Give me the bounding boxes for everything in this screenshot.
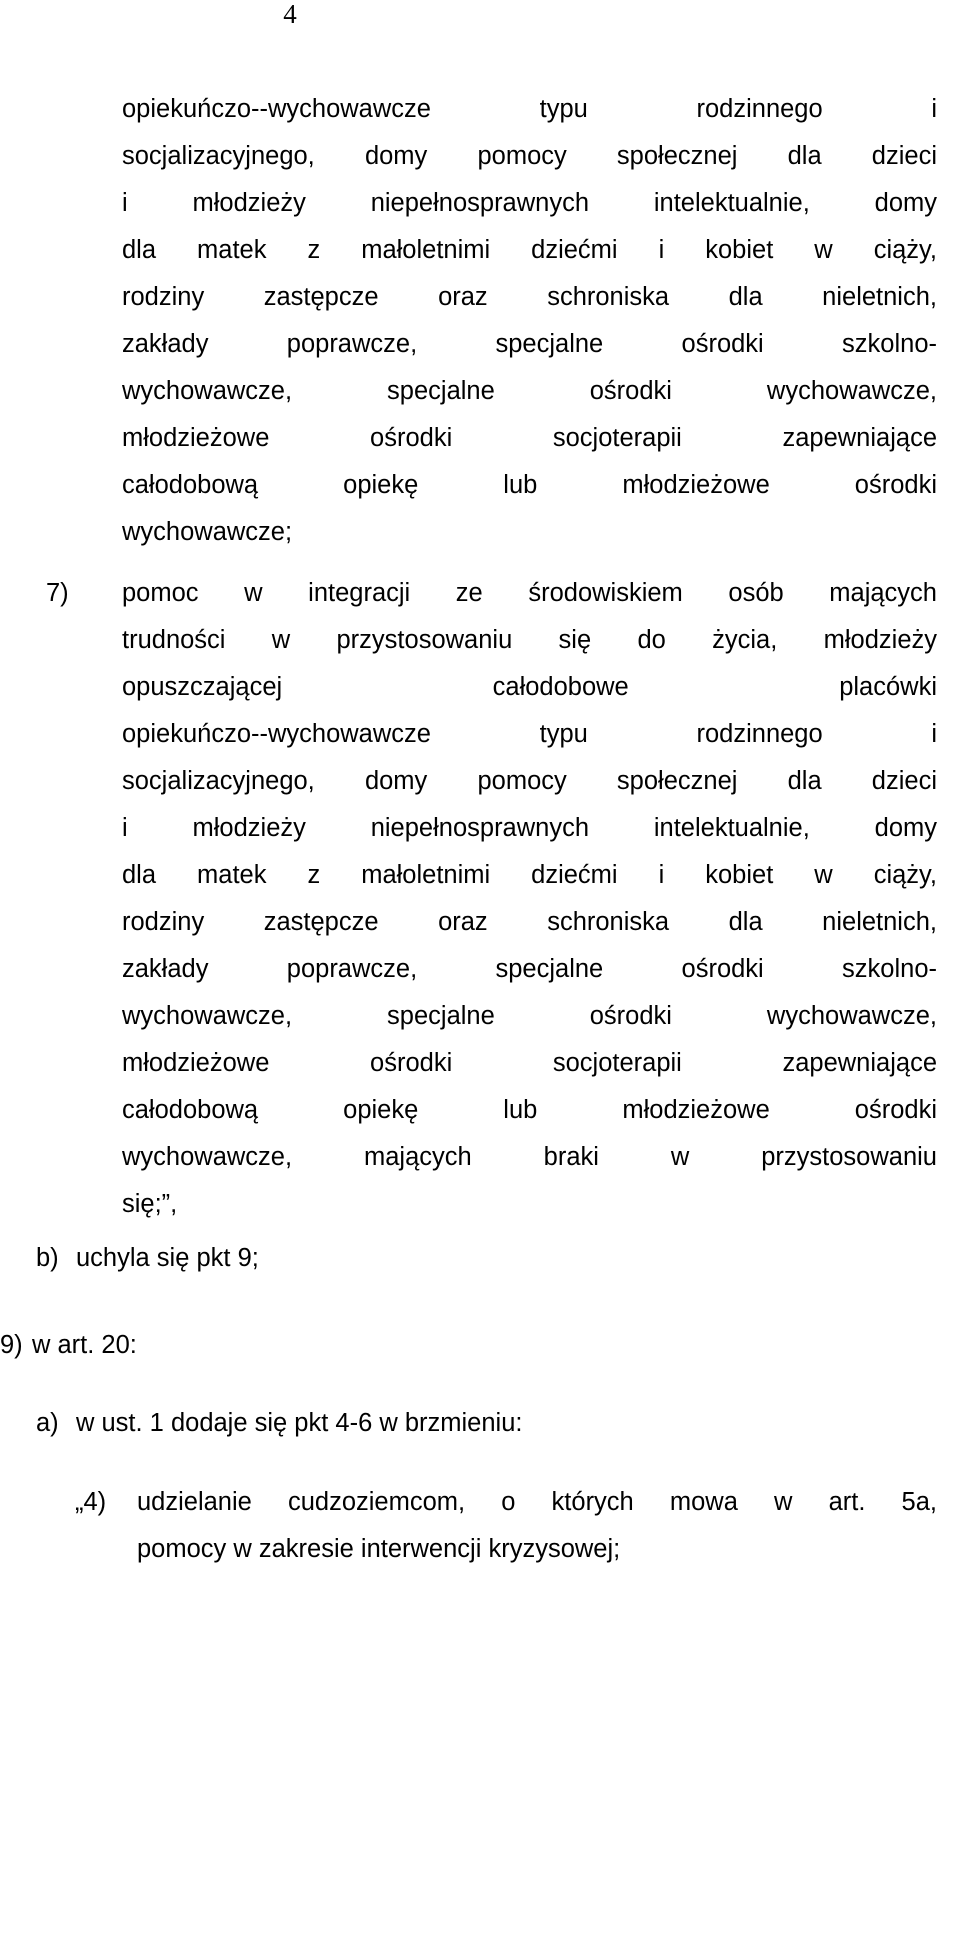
text-line: rodziny zastępcze oraz schroniska dla nieletnich, (122, 908, 937, 936)
text-line: trudności w przystosowaniu się do życia, młodzieży (122, 626, 937, 654)
list-item-label: 9) (0, 1331, 23, 1359)
text-line: wychowawcze, mających braki w przystosowaniu (122, 1143, 937, 1171)
page-number: 4 (283, 0, 297, 29)
text-line: pomocy w zakresie interwencji kryzysowej; (137, 1535, 621, 1563)
text-line: socjalizacyjnego, domy pomocy społecznej dla dzieci (122, 767, 937, 795)
list-item-label: b) (36, 1244, 59, 1272)
text-line: opuszczającej całodobowe placówki (122, 673, 937, 701)
text-line: młodzieżowe ośrodki socjoterapii zapewniające (122, 424, 937, 452)
text-line: się;”, (122, 1190, 178, 1218)
text-line: opiekuńczo--wychowawcze typu rodzinnego i (122, 95, 937, 123)
text-line: rodziny zastępcze oraz schroniska dla nieletnich, (122, 283, 937, 311)
text-line: socjalizacyjnego, domy pomocy społecznej dla dzieci (122, 142, 937, 170)
text-line: w ust. 1 dodaje się pkt 4-6 w brzmieniu: (76, 1409, 523, 1437)
text-line: wychowawcze; (122, 518, 293, 546)
text-line: zakłady poprawcze, specjalne ośrodki szkolno- (122, 330, 937, 358)
text-line: uchyla się pkt 9; (76, 1244, 259, 1272)
text-line: całodobową opiekę lub młodzieżowe ośrodki (122, 1096, 937, 1124)
list-item-label: „4) (75, 1488, 107, 1516)
text-line: dla matek z małoletnimi dziećmi i kobiet w ciąży, (122, 236, 937, 264)
text-line: w art. 20: (32, 1331, 137, 1359)
list-item-label: 7) (46, 579, 69, 607)
text-line: wychowawcze, specjalne ośrodki wychowawcze, (122, 377, 937, 405)
text-line: zakłady poprawcze, specjalne ośrodki szkolno- (122, 955, 937, 983)
text-line: dla matek z małoletnimi dziećmi i kobiet w ciąży, (122, 861, 937, 889)
text-line: i młodzieży niepełnosprawnych intelektualnie, domy (122, 814, 937, 842)
text-line: opiekuńczo--wychowawcze typu rodzinnego i (122, 720, 937, 748)
text-line: pomoc w integracji ze środowiskiem osób mających (122, 579, 937, 607)
text-line: całodobową opiekę lub młodzieżowe ośrodki (122, 471, 937, 499)
text-line: młodzieżowe ośrodki socjoterapii zapewniające (122, 1049, 937, 1077)
text-line: i młodzieży niepełnosprawnych intelektualnie, domy (122, 189, 937, 217)
text-line: udzielanie cudzoziemcom, o których mowa w art. 5a, (137, 1488, 937, 1516)
list-item-label: a) (36, 1409, 59, 1437)
text-line: wychowawcze, specjalne ośrodki wychowawcze, (122, 1002, 937, 1030)
